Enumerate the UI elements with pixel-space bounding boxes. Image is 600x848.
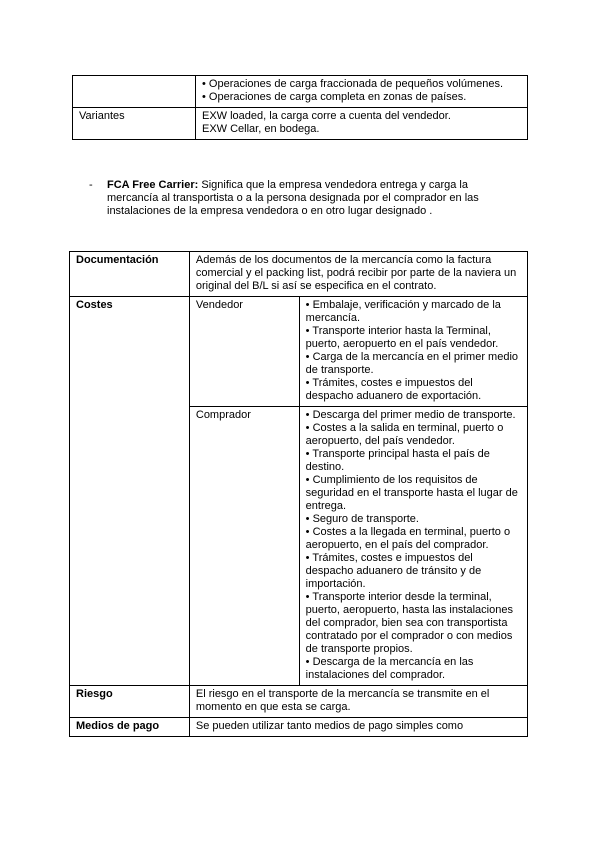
table-incoterm-exw-continued [72, 75, 528, 140]
table-incoterm-fca [69, 251, 528, 737]
list-item: • Operaciones de carga completa en zonas de países. [202, 91, 467, 103]
list-item: EXW Cellar, en bodega. [202, 123, 320, 135]
operations-cell [196, 76, 528, 108]
table-row [73, 76, 528, 108]
table-row [70, 686, 528, 718]
row-label-riesgo: Riesgo [70, 686, 190, 718]
list-item: • Costes a la llegada en terminal, puerto o aeropuerto, en el país del comprador. [305, 526, 511, 551]
list-item: • Operaciones de carga fraccionada de pequeños volúmenes. [202, 78, 504, 90]
costes-vendedor-label: Vendedor [189, 297, 299, 407]
dash-bullet: - [89, 179, 93, 191]
list-item: • Descarga de la mercancía en las instalaciones del comprador. [305, 656, 474, 681]
list-item: • Transporte interior hasta la Terminal, puerto, aeropuerto en el país vendedor. [305, 325, 499, 350]
list-item: • Descarga del primer medio de transporte. [305, 409, 516, 421]
row-label-variantes: Variantes [73, 108, 196, 140]
list-item: • Costes a la salida en terminal, puerto o aeropuerto, del país vendedor. [305, 422, 504, 447]
riesgo-cell: El riesgo en el transporte de la mercancía se transmite en el momento en que esta se carga. [189, 686, 527, 718]
variantes-cell [196, 108, 528, 140]
list-item: • Trámites, costes e impuestos del despacho aduanero de exportación. [305, 377, 482, 402]
costes-comprador-list [299, 407, 527, 686]
table-row [70, 252, 528, 297]
list-item: • Transporte principal hasta el país de destino. [305, 448, 490, 473]
list-item: • Transporte interior desde la terminal, puerto, aeropuerto, hasta las instalaciones del comprador, bien sea con transportista contratado por el comprador o con medios de transporte propios. [305, 591, 513, 655]
list-item: • Seguro de transporte. [305, 513, 419, 525]
list-item: • Carga de la mercancía en el primer medio de transporte. [305, 351, 519, 376]
fca-definition-text [107, 179, 512, 218]
row-label-empty [73, 76, 196, 108]
medios-de-pago-cell: Se pueden utilizar tanto medios de pago simples como [189, 718, 527, 737]
list-item: • Embalaje, verificación y marcado de la mercancía. [305, 299, 501, 324]
row-label-documentacion: Documentación [70, 252, 190, 297]
row-label-costes: Costes [70, 297, 190, 686]
table-row [73, 108, 528, 140]
list-item: • Trámites, costes e impuestos del despacho aduanero de tránsito y de importación. [305, 552, 482, 590]
table-row [70, 718, 528, 737]
costes-vendedor-list [299, 297, 527, 407]
table-row [70, 297, 528, 407]
list-item: EXW loaded, la carga corre a cuenta del vendedor. [202, 110, 451, 122]
fca-description: Significa que la empresa vendedora entrega y carga la mercancía al transportista o a la persona designada por el comprador en las instalaciones de la empresa vendedora o en otro lugar designado . [107, 179, 479, 217]
row-label-medios-de-pago: Medios de pago [70, 718, 190, 737]
costes-comprador-label: Comprador [189, 407, 299, 686]
fca-definition [89, 179, 512, 218]
list-item: • Cumplimiento de los requisitos de seguridad en el transporte hasta el lugar de entrega. [305, 474, 518, 512]
documentacion-cell: Además de los documentos de la mercancía como la factura comercial y el packing list, podrá recibir por parte de la naviera un original del B/L si así se especifica en el contrato. [189, 252, 527, 297]
fca-term: FCA Free Carrier: [107, 179, 199, 191]
